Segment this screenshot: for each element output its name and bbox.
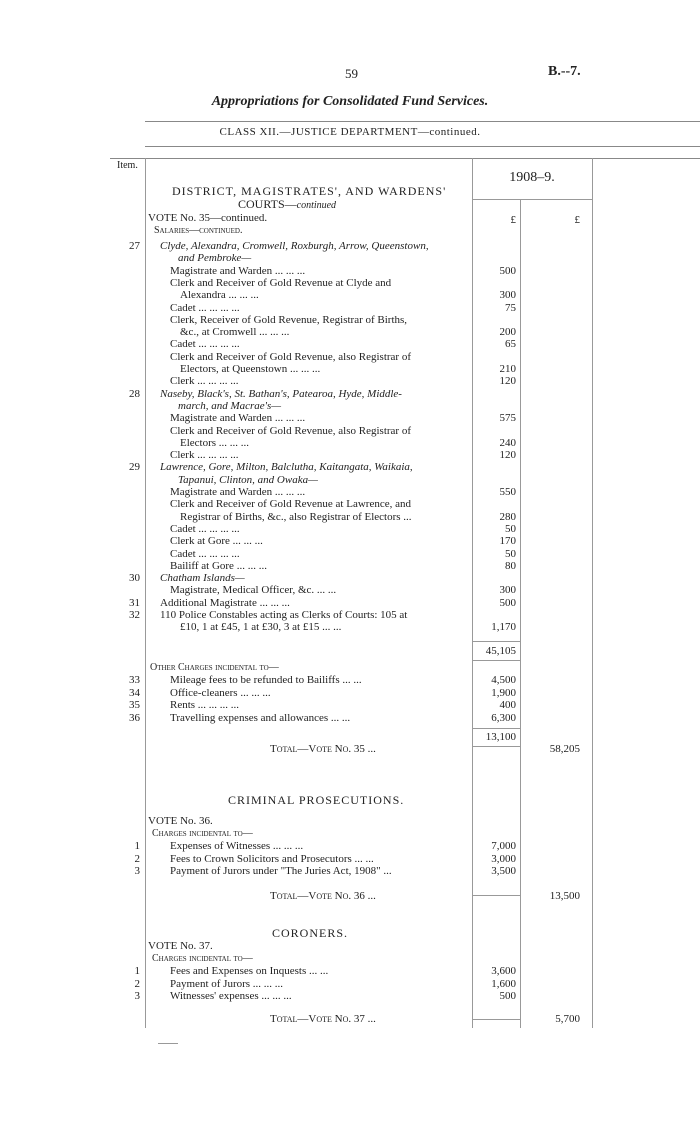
item-number: 35 — [129, 699, 140, 711]
row-amount — [473, 461, 516, 473]
item-number: 33 — [129, 674, 140, 686]
item-number — [118, 474, 140, 486]
document-reference: B.--7. — [548, 64, 581, 79]
row-amount — [473, 425, 516, 437]
row-amount: 80 — [505, 559, 516, 572]
item-number — [118, 486, 140, 498]
row-amount: 500 — [499, 990, 516, 1002]
other-charges-heading: Other Charges incidental to— — [150, 662, 279, 673]
row-amount: 240 — [499, 436, 516, 449]
row-amount: 120 — [499, 449, 516, 462]
row-description: Expenses of Witnesses ... ... ... — [170, 840, 304, 852]
class-header: CLASS XII.—JUSTICE DEPARTMENT—continued. — [219, 126, 481, 138]
row-description: Additional Magistrate ... ... ... — [160, 596, 290, 609]
row-description: march, and Macrae's— — [178, 399, 282, 412]
section-heading: DISTRICT, MAGISTRATES', AND WARDENS' — [172, 184, 447, 198]
column-rule — [145, 158, 146, 1028]
row-description: Chatham Islands— — [160, 572, 245, 585]
row-amount — [473, 474, 516, 486]
row-description: Clerk ... ... ... ... — [170, 449, 239, 462]
row-description: &c., at Cromwell ... ... ... — [180, 326, 290, 339]
rule — [472, 728, 520, 729]
item-number: 32 — [129, 609, 140, 621]
row-amount: 75 — [505, 301, 516, 314]
item-number: 34 — [129, 686, 140, 699]
row-description: Clyde, Alexandra, Cromwell, Roxburgh, Arrow, Queenstown, — [160, 240, 429, 252]
item-number — [118, 511, 140, 523]
row-amount — [473, 498, 516, 510]
row-amount: 3,500 — [491, 865, 516, 877]
item-number — [118, 252, 140, 264]
rule — [472, 895, 520, 896]
row-amount: 6,300 — [491, 711, 516, 724]
row-amount: 65 — [505, 338, 516, 351]
row-amount: 200 — [499, 326, 516, 339]
rule — [472, 199, 592, 200]
row-description: Magistrate, Medical Officer, &c. ... ... — [170, 584, 337, 597]
row-description: Magistrate and Warden ... ... ... — [170, 412, 306, 425]
row-amount: 3,600 — [491, 965, 516, 977]
row-description: Fees to Crown Solicitors and Prosecutors ... ... — [170, 852, 374, 865]
row-amount — [473, 351, 516, 363]
row-amount — [473, 314, 516, 326]
row-description: Clerk and Receiver of Gold Revenue, also Registrar of — [170, 350, 412, 363]
row-amount — [473, 388, 516, 400]
item-number: 30 — [129, 572, 140, 585]
row-description: and Pembroke— — [178, 252, 252, 265]
row-amount: 7,000 — [491, 840, 516, 852]
row-amount — [473, 277, 516, 289]
row-amount — [473, 609, 516, 621]
item-number — [118, 535, 140, 547]
row-description: Clerk and Receiver of Gold Revenue at Lawrence, and — [170, 498, 411, 511]
item-number — [118, 560, 140, 572]
row-description: Clerk, Receiver of Gold Revenue, Registrar of Births, — [170, 313, 408, 326]
row-description: Registrar of Births, &c., also Registrar of Electors ... — [180, 510, 412, 523]
row-description: Magistrate and Warden ... ... ... — [170, 486, 306, 498]
item-number — [118, 400, 140, 412]
item-number — [118, 326, 140, 338]
item-number — [118, 498, 140, 510]
item-number: 27 — [129, 240, 140, 252]
item-number — [118, 412, 140, 424]
row-amount: 1,600 — [491, 977, 516, 990]
row-description: Payment of Jurors ... ... ... — [170, 977, 284, 990]
row-description: Cadet ... ... ... ... — [170, 547, 240, 560]
item-number: 3 — [134, 990, 140, 1002]
rule — [472, 660, 520, 661]
section-heading: CRIMINAL PROSECUTIONS. — [228, 793, 405, 807]
row-description: Tapanui, Clinton, and Owaka— — [178, 473, 318, 486]
row-description: Clerk ... ... ... ... — [170, 375, 239, 388]
row-description: Rents ... ... ... ... — [170, 699, 240, 711]
pound-sign: £ — [574, 214, 580, 226]
row-description: Magistrate and Warden ... ... ... — [170, 264, 306, 277]
row-amount: 3,000 — [491, 852, 516, 865]
row-description: Mileage fees to be refunded to Bailiffs ... ... — [170, 674, 362, 686]
page-number: 59 — [345, 66, 358, 81]
row-description: Electors ... ... ... — [180, 436, 250, 449]
item-number: 3 — [134, 865, 140, 877]
rule — [110, 158, 700, 159]
page-title: Appropriations for Consolidated Fund Services. — [211, 94, 489, 109]
item-number: 2 — [134, 852, 140, 865]
row-amount: 300 — [499, 584, 516, 597]
item-number — [118, 425, 140, 437]
row-amount: 280 — [499, 510, 516, 523]
rule — [145, 146, 700, 147]
total-vote-36: 13,500 — [549, 890, 580, 902]
row-amount — [473, 400, 516, 412]
item-number — [118, 621, 140, 633]
row-description: Lawrence, Gore, Milton, Balclutha, Kaitangata, Waikaia, — [160, 461, 413, 474]
item-number: 36 — [129, 711, 140, 724]
row-description: Fees and Expenses on Inquests ... ... — [170, 965, 329, 977]
total-vote-37: 5,700 — [555, 1013, 580, 1025]
rule — [158, 1043, 178, 1044]
vote-heading: VOTE No. 37. — [148, 940, 213, 952]
row-description: Clerk at Gore ... ... ... — [170, 535, 263, 548]
row-amount: 170 — [499, 535, 516, 548]
item-number — [118, 302, 140, 314]
item-number: 1 — [134, 965, 140, 977]
total-vote-35: 58,205 — [549, 743, 580, 755]
subtotal-salaries: 45,105 — [485, 645, 516, 657]
row-amount: 210 — [499, 363, 516, 375]
row-description: Clerk and Receiver of Gold Revenue, also Registrar of — [170, 424, 412, 437]
row-amount — [473, 240, 516, 252]
item-number: 28 — [129, 387, 140, 400]
row-description: Cadet ... ... ... ... — [170, 522, 240, 535]
row-description: Office-cleaners ... ... ... — [170, 686, 271, 699]
row-amount: 50 — [505, 547, 516, 560]
row-amount: 400 — [499, 699, 516, 711]
row-amount — [473, 572, 516, 584]
rule — [145, 121, 700, 122]
item-number: 29 — [129, 461, 140, 474]
item-number — [118, 363, 140, 375]
row-amount: 4,500 — [491, 674, 516, 686]
item-number — [118, 375, 140, 387]
vote-heading: VOTE No. 36. — [148, 815, 213, 827]
item-number — [118, 314, 140, 326]
item-number: 1 — [134, 840, 140, 852]
row-description: Electors, at Queenstown ... ... ... — [180, 363, 321, 375]
item-number: 2 — [134, 977, 140, 990]
row-description: Clerk and Receiver of Gold Revenue at Clyde and — [170, 276, 392, 289]
section-heading-continued — [238, 197, 336, 212]
column-rule — [520, 200, 521, 1028]
row-amount: 1,900 — [491, 686, 516, 699]
item-number — [118, 449, 140, 461]
rule — [472, 641, 520, 642]
item-number — [118, 584, 140, 596]
row-description: £10, 1 at £45, 1 at £30, 3 at £15 ... ... — [180, 621, 342, 634]
item-column-header: Item. — [117, 160, 138, 171]
item-number — [118, 548, 140, 560]
charges-heading: Charges incidental to— — [152, 828, 253, 839]
column-rule — [592, 158, 593, 1028]
total-vote-35-label: Total—Vote No. 35 ... — [270, 743, 376, 755]
row-description: Payment of Jurors under "The Juries Act, 1908" ... — [170, 865, 392, 877]
section-heading: CORONERS. — [272, 926, 349, 940]
vote-heading: VOTE No. 35—continued. — [148, 212, 268, 224]
item-number — [118, 351, 140, 363]
row-amount — [473, 252, 516, 264]
section-heading-line: COURTS— — [238, 197, 297, 211]
row-amount: 500 — [499, 264, 516, 277]
row-description: Cadet ... ... ... ... — [170, 301, 240, 314]
row-amount: 550 — [499, 486, 516, 498]
rule — [472, 746, 520, 747]
item-number — [118, 523, 140, 535]
item-number — [118, 265, 140, 277]
row-amount: 500 — [499, 596, 516, 609]
total-vote-36-label: Total—Vote No. 36 ... — [270, 890, 376, 902]
year-header: 1908–9. — [509, 170, 555, 185]
rule — [472, 1019, 520, 1020]
item-number — [118, 277, 140, 289]
charges-heading: Charges incidental to— — [152, 953, 253, 964]
pound-sign: £ — [510, 214, 516, 226]
item-number: 31 — [129, 596, 140, 609]
row-description: 110 Police Constables acting as Clerks of Courts: 105 at — [160, 609, 408, 621]
total-vote-37-label: Total—Vote No. 37 ... — [270, 1013, 376, 1025]
row-description: Bailiff at Gore ... ... ... — [170, 559, 267, 572]
item-number — [118, 437, 140, 449]
row-amount: 120 — [499, 375, 516, 388]
row-description: Cadet ... ... ... ... — [170, 338, 240, 351]
row-description: Travelling expenses and allowances ... ... — [170, 711, 351, 724]
row-description: Witnesses' expenses ... ... ... — [170, 990, 292, 1002]
subtotal-other: 13,100 — [485, 731, 516, 743]
salaries-heading: Salaries—continued. — [154, 225, 243, 236]
row-description: Alexandra ... ... ... — [180, 289, 259, 302]
row-amount: 1,170 — [491, 621, 516, 634]
row-description: Naseby, Black's, St. Bathan's, Patearoa, Hyde, Middle- — [160, 387, 402, 400]
row-amount: 300 — [499, 289, 516, 302]
row-amount: 50 — [505, 522, 516, 535]
row-amount: 575 — [499, 412, 516, 425]
continued-label: continued — [296, 200, 337, 211]
item-number — [118, 338, 140, 350]
item-number — [118, 289, 140, 301]
